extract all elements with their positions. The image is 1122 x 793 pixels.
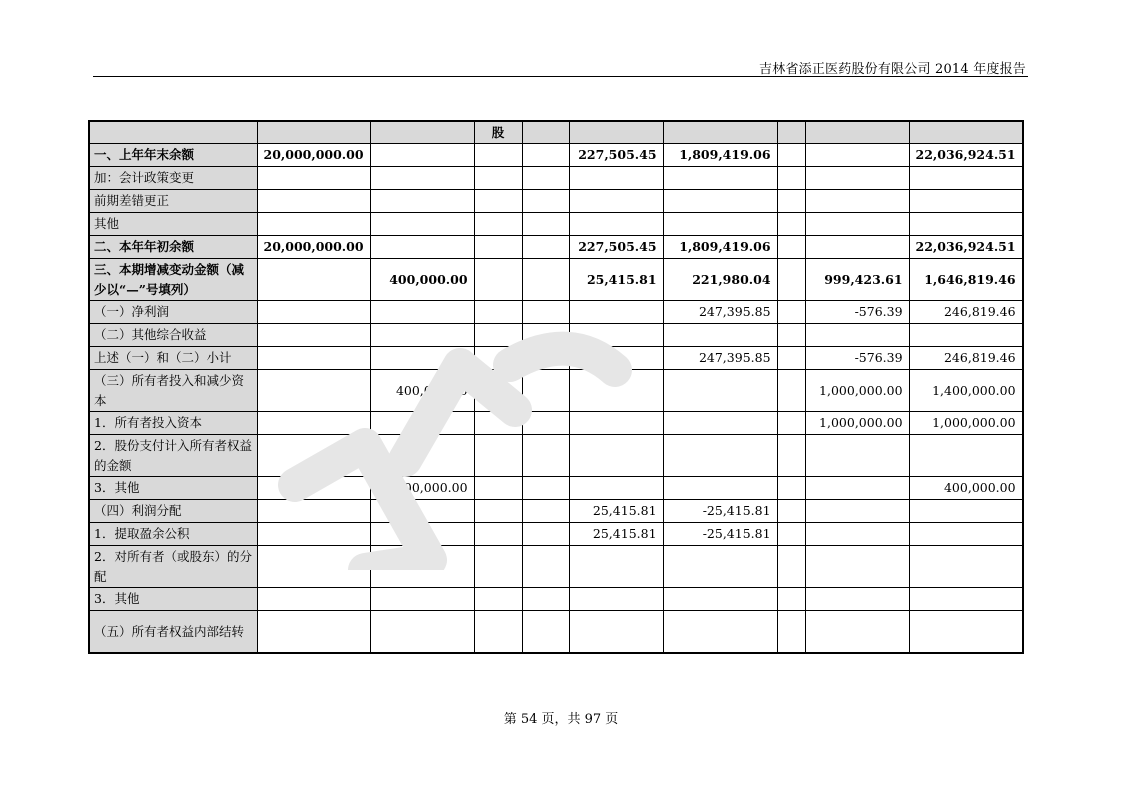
value-cell bbox=[663, 167, 777, 190]
value-cell bbox=[257, 611, 370, 654]
table-row bbox=[89, 236, 1023, 259]
value-cell bbox=[909, 546, 1023, 588]
value-cell bbox=[474, 588, 522, 611]
value-cell: 227,505.45 bbox=[569, 236, 663, 259]
value-cell bbox=[777, 546, 805, 588]
value-cell: -25,415.81 bbox=[663, 500, 777, 523]
value-cell bbox=[777, 523, 805, 546]
value-cell bbox=[522, 611, 569, 654]
table-row bbox=[89, 412, 1023, 435]
value-cell bbox=[777, 259, 805, 301]
value-cell bbox=[777, 301, 805, 324]
value-cell bbox=[805, 500, 909, 523]
header-cell bbox=[805, 121, 909, 144]
value-cell bbox=[569, 190, 663, 213]
value-cell bbox=[777, 412, 805, 435]
value-cell bbox=[663, 546, 777, 588]
value-cell bbox=[474, 435, 522, 477]
value-cell bbox=[777, 324, 805, 347]
value-cell: -25,415.81 bbox=[663, 523, 777, 546]
value-cell bbox=[370, 588, 474, 611]
value-cell bbox=[777, 190, 805, 213]
value-cell bbox=[370, 144, 474, 167]
value-cell bbox=[663, 588, 777, 611]
value-cell: 1,000,000.00 bbox=[909, 412, 1023, 435]
value-cell bbox=[805, 190, 909, 213]
row-label: 二、本年年初余额 bbox=[89, 236, 257, 259]
table-row bbox=[89, 190, 1023, 213]
row-label: 加：会计政策变更 bbox=[89, 167, 257, 190]
value-cell bbox=[474, 144, 522, 167]
value-cell: 25,415.81 bbox=[569, 259, 663, 301]
value-cell: 400,000.00 bbox=[370, 259, 474, 301]
value-cell bbox=[257, 190, 370, 213]
value-cell: 25,415.81 bbox=[569, 523, 663, 546]
value-cell bbox=[805, 477, 909, 500]
value-cell bbox=[777, 236, 805, 259]
value-cell bbox=[777, 370, 805, 412]
value-cell: -576.39 bbox=[805, 301, 909, 324]
table-row bbox=[89, 611, 1023, 654]
value-cell bbox=[522, 412, 569, 435]
value-cell bbox=[522, 370, 569, 412]
report-header-title: 吉林省添正医药股份有限公司 2014 年度报告 bbox=[759, 62, 1026, 77]
value-cell bbox=[569, 611, 663, 654]
value-cell: 1,809,419.06 bbox=[663, 144, 777, 167]
value-cell bbox=[370, 167, 474, 190]
value-cell bbox=[909, 611, 1023, 654]
value-cell: 227,505.45 bbox=[569, 144, 663, 167]
row-label: 2．对所有者（或股东）的分配 bbox=[89, 546, 257, 588]
table-row bbox=[89, 144, 1023, 167]
value-cell bbox=[370, 435, 474, 477]
value-cell bbox=[522, 259, 569, 301]
value-cell: 20,000,000.00 bbox=[257, 144, 370, 167]
value-cell: 22,036,924.51 bbox=[909, 144, 1023, 167]
value-cell bbox=[663, 412, 777, 435]
value-cell bbox=[909, 588, 1023, 611]
value-cell bbox=[805, 588, 909, 611]
table-header-row bbox=[89, 121, 1023, 144]
value-cell bbox=[257, 370, 370, 412]
value-cell bbox=[777, 347, 805, 370]
value-cell bbox=[257, 167, 370, 190]
row-label: 3．其他 bbox=[89, 588, 257, 611]
value-cell bbox=[663, 324, 777, 347]
value-cell: 221,980.04 bbox=[663, 259, 777, 301]
value-cell bbox=[805, 324, 909, 347]
value-cell: 1,400,000.00 bbox=[909, 370, 1023, 412]
value-cell bbox=[257, 324, 370, 347]
table-row bbox=[89, 435, 1023, 477]
value-cell bbox=[474, 236, 522, 259]
row-label: 其他 bbox=[89, 213, 257, 236]
value-cell bbox=[777, 144, 805, 167]
value-cell bbox=[805, 213, 909, 236]
value-cell: 400,000.00 bbox=[370, 370, 474, 412]
value-cell bbox=[569, 167, 663, 190]
row-label: （五）所有者权益内部结转 bbox=[89, 611, 257, 654]
row-label: 一、上年年末余额 bbox=[89, 144, 257, 167]
value-cell bbox=[474, 167, 522, 190]
header-cell bbox=[663, 121, 777, 144]
value-cell bbox=[370, 523, 474, 546]
value-cell: 22,036,924.51 bbox=[909, 236, 1023, 259]
value-cell: 246,819.46 bbox=[909, 301, 1023, 324]
row-label: （三）所有者投入和减少资本 bbox=[89, 370, 257, 412]
header-cell: 股 bbox=[474, 121, 522, 144]
value-cell bbox=[257, 546, 370, 588]
value-cell bbox=[474, 412, 522, 435]
value-cell bbox=[257, 259, 370, 301]
value-cell bbox=[909, 167, 1023, 190]
value-cell bbox=[522, 324, 569, 347]
value-cell bbox=[569, 301, 663, 324]
row-label: 1．提取盈余公积 bbox=[89, 523, 257, 546]
value-cell bbox=[522, 347, 569, 370]
table-row bbox=[89, 301, 1023, 324]
header-cell bbox=[777, 121, 805, 144]
value-cell bbox=[370, 412, 474, 435]
value-cell bbox=[370, 190, 474, 213]
value-cell bbox=[370, 213, 474, 236]
value-cell bbox=[474, 347, 522, 370]
value-cell bbox=[569, 412, 663, 435]
row-label: 1．所有者投入资本 bbox=[89, 412, 257, 435]
value-cell bbox=[569, 324, 663, 347]
value-cell bbox=[257, 301, 370, 324]
header-cell bbox=[257, 121, 370, 144]
row-label: 三、本期增减变动金额（减少以“—”号填列） bbox=[89, 259, 257, 301]
header-cell bbox=[569, 121, 663, 144]
table-row bbox=[89, 477, 1023, 500]
value-cell bbox=[909, 190, 1023, 213]
row-label: 2．股份支付计入所有者权益的金额 bbox=[89, 435, 257, 477]
value-cell bbox=[569, 370, 663, 412]
value-cell bbox=[805, 167, 909, 190]
table-row bbox=[89, 324, 1023, 347]
value-cell bbox=[370, 236, 474, 259]
table-row bbox=[89, 213, 1023, 236]
value-cell: 246,819.46 bbox=[909, 347, 1023, 370]
row-label: （二）其他综合收益 bbox=[89, 324, 257, 347]
equity-change-table bbox=[88, 120, 1024, 654]
value-cell bbox=[569, 213, 663, 236]
value-cell bbox=[257, 347, 370, 370]
value-cell: 400,000.00 bbox=[909, 477, 1023, 500]
value-cell bbox=[569, 546, 663, 588]
value-cell: 999,423.61 bbox=[805, 259, 909, 301]
table-row bbox=[89, 546, 1023, 588]
value-cell bbox=[522, 435, 569, 477]
table-row bbox=[89, 167, 1023, 190]
value-cell bbox=[474, 546, 522, 588]
value-cell bbox=[909, 213, 1023, 236]
value-cell bbox=[805, 236, 909, 259]
table-row bbox=[89, 500, 1023, 523]
value-cell bbox=[909, 523, 1023, 546]
value-cell bbox=[805, 435, 909, 477]
value-cell bbox=[777, 213, 805, 236]
value-cell bbox=[522, 213, 569, 236]
value-cell: -576.39 bbox=[805, 347, 909, 370]
value-cell bbox=[474, 523, 522, 546]
value-cell bbox=[805, 144, 909, 167]
value-cell bbox=[663, 435, 777, 477]
value-cell bbox=[663, 611, 777, 654]
value-cell: 247,395.85 bbox=[663, 301, 777, 324]
header-rule bbox=[93, 76, 1028, 77]
table-row bbox=[89, 370, 1023, 412]
value-cell bbox=[663, 213, 777, 236]
value-cell bbox=[522, 236, 569, 259]
value-cell: 247,395.85 bbox=[663, 347, 777, 370]
value-cell bbox=[474, 213, 522, 236]
value-cell: 1,646,819.46 bbox=[909, 259, 1023, 301]
header-cell bbox=[370, 121, 474, 144]
value-cell bbox=[522, 523, 569, 546]
value-cell bbox=[522, 167, 569, 190]
table-row bbox=[89, 259, 1023, 301]
value-cell bbox=[777, 611, 805, 654]
value-cell bbox=[370, 324, 474, 347]
value-cell bbox=[805, 546, 909, 588]
value-cell bbox=[777, 167, 805, 190]
value-cell bbox=[474, 190, 522, 213]
value-cell bbox=[257, 523, 370, 546]
value-cell bbox=[569, 477, 663, 500]
row-label: 3．其他 bbox=[89, 477, 257, 500]
value-cell bbox=[522, 190, 569, 213]
value-cell: 1,000,000.00 bbox=[805, 370, 909, 412]
value-cell bbox=[522, 301, 569, 324]
value-cell bbox=[522, 500, 569, 523]
value-cell bbox=[909, 324, 1023, 347]
value-cell bbox=[370, 347, 474, 370]
value-cell bbox=[370, 611, 474, 654]
value-cell bbox=[777, 435, 805, 477]
value-cell bbox=[370, 301, 474, 324]
table-row bbox=[89, 347, 1023, 370]
value-cell bbox=[257, 588, 370, 611]
value-cell bbox=[257, 500, 370, 523]
value-cell: 1,000,000.00 bbox=[805, 412, 909, 435]
value-cell bbox=[474, 500, 522, 523]
value-cell bbox=[522, 546, 569, 588]
value-cell bbox=[663, 190, 777, 213]
value-cell bbox=[474, 611, 522, 654]
header-cell bbox=[522, 121, 569, 144]
value-cell: 25,415.81 bbox=[569, 500, 663, 523]
value-cell bbox=[474, 370, 522, 412]
header-cell bbox=[89, 121, 257, 144]
value-cell bbox=[474, 259, 522, 301]
value-cell bbox=[805, 523, 909, 546]
value-cell bbox=[777, 477, 805, 500]
value-cell: 20,000,000.00 bbox=[257, 236, 370, 259]
value-cell bbox=[909, 500, 1023, 523]
row-label: 前期差错更正 bbox=[89, 190, 257, 213]
value-cell bbox=[805, 611, 909, 654]
table-row bbox=[89, 523, 1023, 546]
value-cell bbox=[474, 477, 522, 500]
value-cell: 400,000.00 bbox=[370, 477, 474, 500]
table-row bbox=[89, 588, 1023, 611]
value-cell bbox=[663, 477, 777, 500]
header-cell bbox=[909, 121, 1023, 144]
value-cell bbox=[522, 477, 569, 500]
value-cell bbox=[777, 500, 805, 523]
value-cell bbox=[257, 213, 370, 236]
page-footer: 第 54 页，共 97 页 bbox=[503, 712, 619, 727]
value-cell bbox=[569, 588, 663, 611]
value-cell bbox=[257, 477, 370, 500]
value-cell bbox=[370, 546, 474, 588]
value-cell: 1,809,419.06 bbox=[663, 236, 777, 259]
value-cell bbox=[569, 435, 663, 477]
value-cell bbox=[777, 588, 805, 611]
row-label: 上述（一）和（二）小计 bbox=[89, 347, 257, 370]
row-label: （一）净利润 bbox=[89, 301, 257, 324]
value-cell bbox=[522, 144, 569, 167]
value-cell bbox=[522, 588, 569, 611]
value-cell bbox=[474, 301, 522, 324]
value-cell bbox=[663, 370, 777, 412]
value-cell bbox=[257, 435, 370, 477]
value-cell bbox=[370, 500, 474, 523]
row-label: （四）利润分配 bbox=[89, 500, 257, 523]
value-cell bbox=[257, 412, 370, 435]
value-cell bbox=[474, 324, 522, 347]
value-cell bbox=[909, 435, 1023, 477]
value-cell bbox=[569, 347, 663, 370]
